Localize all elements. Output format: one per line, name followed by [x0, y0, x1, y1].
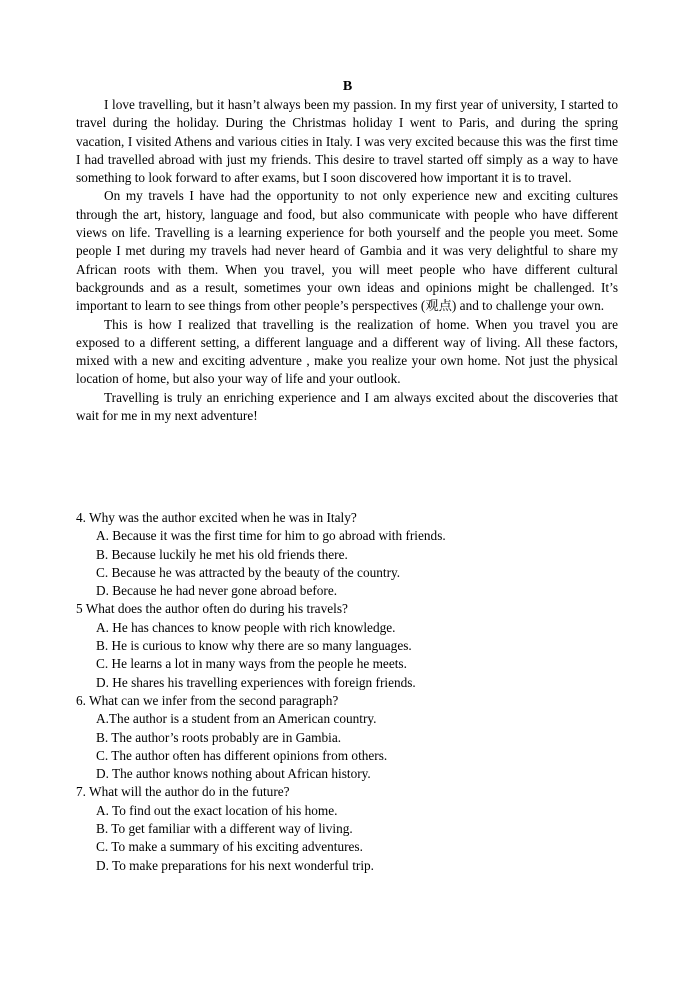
question-stem: 6. What can we infer from the second paragraph?: [76, 692, 339, 708]
option-d: D. The author knows nothing about African history.: [96, 766, 371, 782]
option-d: D. To make preparations for his next wonderful trip.: [96, 857, 374, 873]
option-a: A. To find out the exact location of his home.: [96, 802, 338, 818]
question-4: [76, 509, 618, 600]
option-a: A.The author is a student from an American country.: [96, 711, 377, 727]
option-c: C. He learns a lot in many ways from the people he meets.: [96, 656, 407, 672]
passage-paragraph-1: I love travelling, but it hasn’t always been my passion. In my first year of university, I started to travel during the holiday. During the Christmas holiday I went to Paris, and during the spring vacation, I visited Athens and various cities in Italy. I was very excited because this was the first time I had travelled abroad with just my friends. This desire to travel started off simply as a way to have something to look forward to after exams, but I soon discovered how important it is to travel.: [76, 97, 618, 186]
section-title: B: [342, 79, 353, 94]
option-b: B. The author’s roots probably are in Gambia.: [96, 729, 342, 745]
option-b: B. He is curious to know why there are so many languages.: [96, 638, 412, 654]
option-a: A. He has chances to know people with rich knowledge.: [96, 619, 396, 635]
passage-paragraph-4: Travelling is truly an enriching experience and I am always excited about the discoveries that wait for me in my next adventure!: [76, 389, 618, 424]
question-stem: 4. Why was the author excited when he was in Italy?: [76, 510, 357, 525]
option-c: C. To make a summary of his exciting adventures.: [96, 839, 363, 855]
question-list: [76, 509, 618, 875]
option-c: C. Because he was attracted by the beauty of the country.: [96, 564, 401, 580]
question-stem: 5 What does the author often do during his travels?: [76, 601, 348, 617]
option-d: D. He shares his travelling experiences with foreign friends.: [96, 674, 416, 690]
question-7: [76, 783, 618, 874]
passage-paragraph-2: On my travels I have had the opportunity to not only experience new and exciting cultures through the art, history, language and food, but also communicate with people who have different views on life. Travelling is a learning experience for both yourself and the people you meet. Some people I met during my travels had never heard of Gambia and it was very delightful to share my African roots with them. When you travel, you will meet people who have different cultural backgrounds and as a result, sometimes your own ideas and opinions might be challenged. It’s important to learn to see things from other people’s perspectives (观点) and to challenge your own.: [76, 188, 618, 314]
question-stem: 7. What will the author do in the future?: [76, 784, 290, 800]
option-b: B. To get familiar with a different way of living.: [96, 821, 353, 837]
option-c: C. The author often has different opinions from others.: [96, 747, 388, 763]
option-b: B. Because luckily he met his old friends there.: [96, 546, 348, 562]
question-6: [76, 692, 618, 783]
option-d: D. Because he had never gone abroad before.: [96, 583, 338, 599]
passage-paragraph-3: This is how I realized that travelling is the realization of home. When you travel you are exposed to a different setting, a different language and a different way of living. All these factors, mixed with a new and exciting adventure , make you realize your own home. Not just the physical location of home, but also your way of life and your outlook.: [76, 316, 618, 387]
option-a: A. Because it was the first time for him to go abroad with friends.: [96, 528, 446, 544]
reading-passage: [76, 96, 618, 425]
question-5: [76, 600, 618, 691]
